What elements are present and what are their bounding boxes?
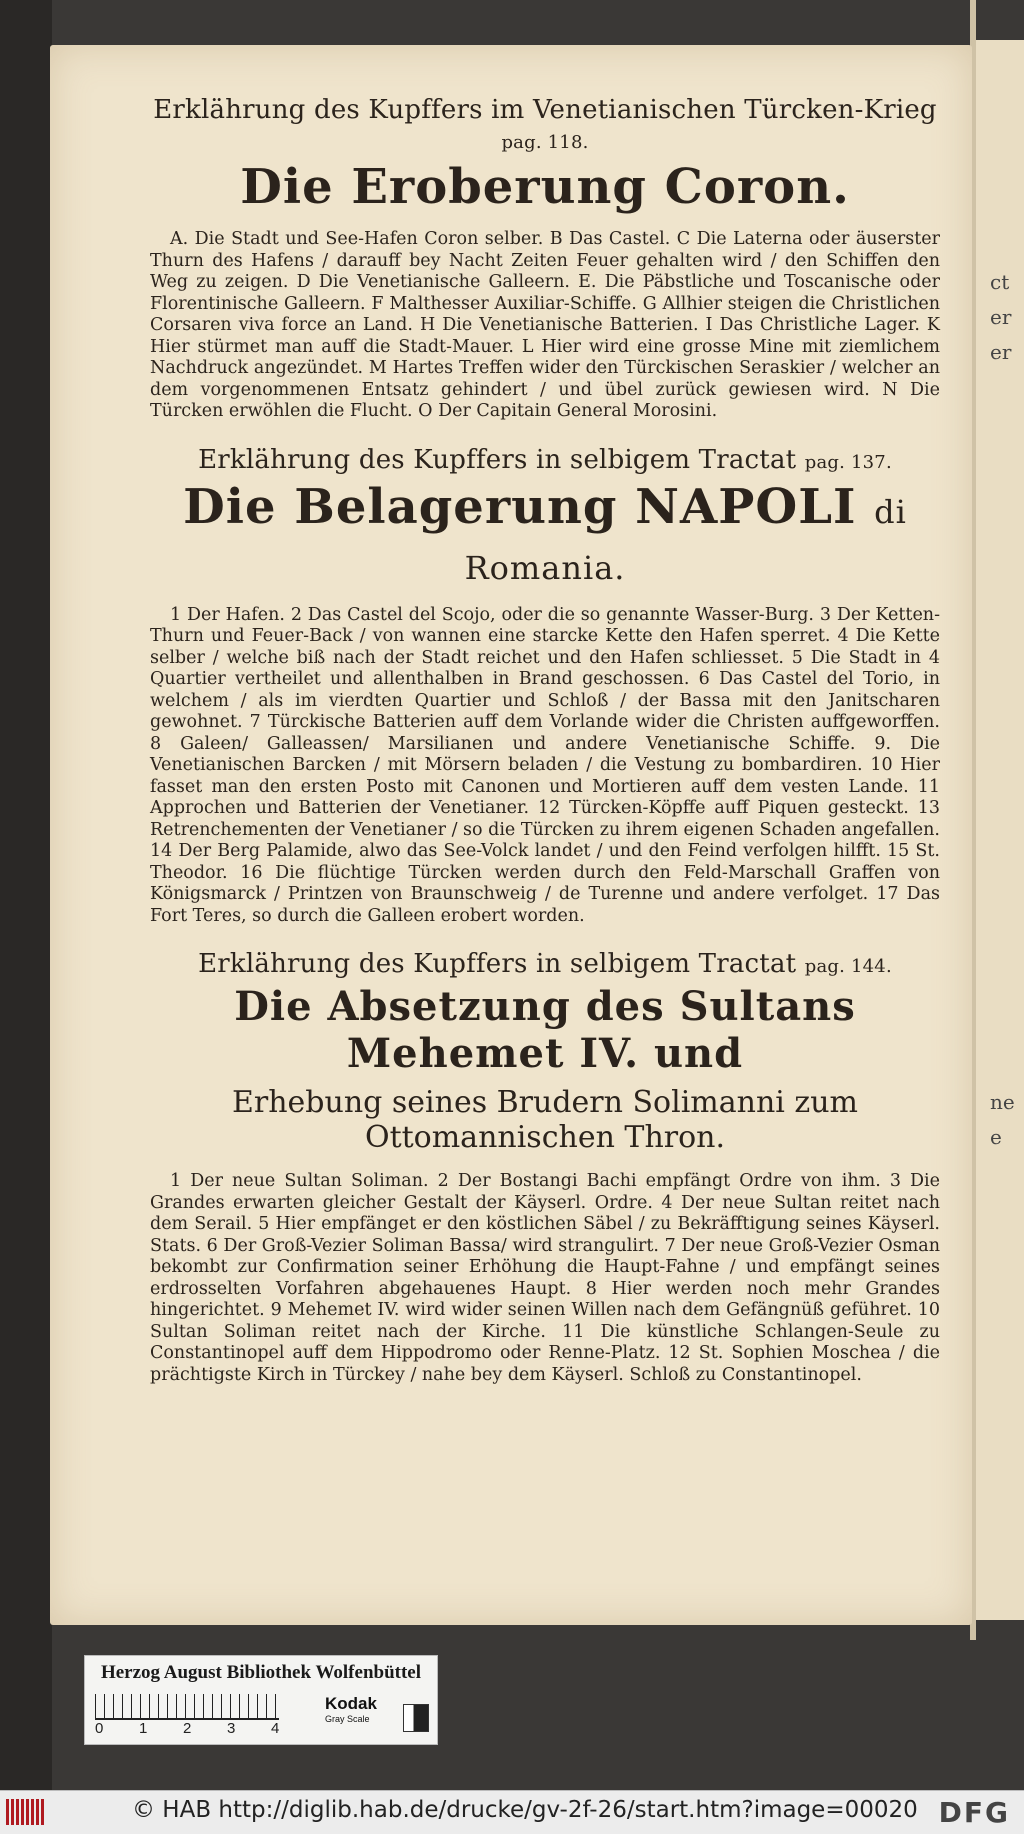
section-body: 1 Der neue Sultan Soliman. 2 Der Bostangi Bachi empfängt Ordre von ihm. 3 Die Grandes erwarten gleicher Gestalt der Käyserl. Ordre. 4 Der neue Sultan reitet nach dem Serail. 5 Hier empfänget er den köstlichen Säbel / zu Bekräfftigung seines Käyserl. Stats. 6 Der Groß-Vezier Soliman Bassa/ wird strangulirt. 7 Der neue Groß-Vezier Osman bekombt zur Confirmation seiner Erhöhung die Haupt-Fahne / und empfängt seines erdrosselten Vorfahren abgehauenes Haupt. 8 Hier werden noch mehr Grandes hingerichtet. 9 Mehemet IV. wird wider seinen Willen nach dem Gefängnüß geführet. 10 Sultan Soliman reitet nach der Kirche. 11 Die künstliche Schlangen-Seule zu Constantinopel auff dem Hippodromo oder Renne-Platz. 12 St. Sophien Moschea / die prächtigste Kirch in Türckey / nahe bey dem Käyserl. Schloß zu Constantinopel. — [150, 1171, 940, 1385]
library-label — [84, 1655, 438, 1745]
scale-number: 2 — [183, 1720, 192, 1737]
section-heading — [150, 949, 940, 979]
adjacent-fragment: er — [990, 340, 1012, 364]
page-reference: pag. 137. — [804, 451, 892, 473]
brand-subtitle: Gray Scale — [325, 1714, 370, 1724]
heading-text: Erklährung des Kupffers im Venetianischen Türcken-Krieg — [153, 95, 937, 125]
page-reference: pag. 144. — [804, 956, 892, 977]
section-title — [150, 479, 940, 591]
section-body: 1 Der Hafen. 2 Das Castel del Scojo, oder die so genannte Wasser-Burg. 3 Der Ketten-Thurn und Feuer-Back / von wannen eine starcke Kette den Hafen sperret. 4 Die Kette selber / welche biß nach der Stadt reichet und den Hafen schliesset. 5 Die Stadt in 4 Quartier vertheilet und allenthalben in Brand geschossen. 6 Das Castel del Torio, in welchem / als im vierdten Quartier und Schloß / der Bassa mit den Janitscharen gewohnet. 7 Türckische Batterien auff dem Vorlande wider die Christen auffgeworffen. 8 Galeen/ Galleassen/ Marsilianen und andere Venetianische Schiffe. 9. Die Venetianischen Barcken / mit Mörsern beladen / die Vestung zu bombardiren. 10 Hier fasset man den ersten Posto mit Canonen und Mortieren auff dem vesten Lande. 11 Approchen und Batterien der Venetianer. 12 Türcken-Köpffe auff Piquen gesteckt. 13 Retrenchementen der Venetianer / so die Türcken zu ihrem eigenen Schaden angefallen. 14 Der Berg Palamide, alwo das See-Volck landet / und den Feind verfolgen hilfft. 15 St. Theodor. 16 Die flüchtige Türcken werden durch den Feld-Marschall Graffen von Königsmarck / Printzen von Braunschweig / de Turenne und andere verfolget. 17 Das Fort Teres, so durch die Galleen erobert worden. — [150, 604, 940, 926]
section-title: Die Absetzung des Sultans Mehemet IV. und — [234, 983, 856, 1077]
scan-frame — [0, 0, 52, 1790]
section-subtitle: Erhebung seines Brudern Solimanni zum Ottomannischen Thron. — [231, 1085, 858, 1155]
scale-number: 4 — [271, 1720, 280, 1737]
adjacent-fragment: ne — [990, 1090, 1015, 1114]
library-name: Herzog August Bibliothek Wolfenbüttel — [100, 1662, 422, 1683]
section-body: A. Die Stadt und See-Hafen Coron selber. B Das Castel. C Die Laterna oder äuserster Thurn des Hafens / darauff bey Nacht Zeiten Feuer gehalten wird / den Schiffen den Weg zu zeigen. D Die Venetianische Galleern. E. Die Päbstliche und Toscanische oder Florentinische Galleern. F Malthesser Auxiliar-Schiffe. G Allhier steigen die Christlichen Corsaren viva force an Land. H Die Venetianische Batterien. I Das Christliche Lager. K Hier stürmet man auff die Stadt-Mauer. L Hier wird eine grosse Mine mit ziemlichem Nachdruck angezündet. M Hartes Treffen wider den Türckischen Seraskier / welcher an dem vorgenommenen Entsatz gehindert / und übel zurück gewiesen wird. N Die Türcken erwöhlen die Flucht. O Der Capitain General Morosini. — [150, 229, 940, 421]
footer-url[interactable]: © HAB http://diglib.hab.de/drucke/gv-2f-26/start.htm?image=00020 — [132, 1797, 918, 1823]
section-title: Die Eroberung Coron. — [240, 159, 850, 215]
heading-text: Erklährung des Kupffers in selbigem Tractat — [198, 949, 797, 979]
heading-text: Erklährung des Kupffers in selbigem Tractat — [198, 444, 797, 475]
section-coron — [150, 95, 940, 423]
adjacent-fragment: e — [990, 1125, 1002, 1149]
page-content — [150, 95, 940, 1408]
adjacent-page-edge — [976, 40, 1024, 1620]
section-heading — [150, 95, 940, 155]
scale-number: 1 — [139, 1720, 148, 1737]
page-reference: pag. 118. — [501, 132, 589, 153]
dfg-logo: DFG — [938, 1796, 1010, 1829]
adjacent-fragment: er — [990, 305, 1012, 329]
measurement-scale — [95, 1694, 279, 1720]
section-heading — [150, 445, 940, 475]
scale-number: 0 — [95, 1720, 104, 1737]
scale-number: 3 — [227, 1720, 236, 1737]
title-tail: di Romania. — [464, 492, 907, 587]
section-napoli — [150, 445, 940, 928]
adjacent-fragment: ct — [990, 270, 1010, 294]
gray-swatch — [403, 1704, 429, 1732]
section-sultan — [150, 949, 940, 1386]
footer-bar — [0, 1790, 1024, 1834]
barcode-icon — [6, 1799, 46, 1825]
title-main: Die Belagerung NAPOLI — [183, 478, 857, 535]
brand-name: Kodak — [325, 1694, 377, 1713]
